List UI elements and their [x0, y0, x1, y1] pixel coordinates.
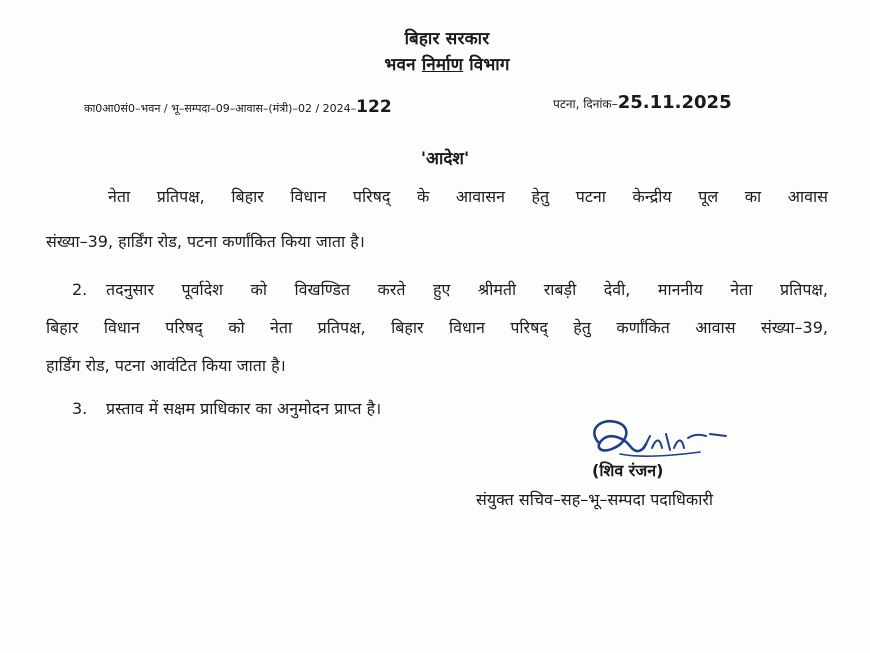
- reference-serial: 122: [356, 97, 392, 117]
- signatory-name: (शिव रंजन): [592, 461, 664, 480]
- reference-prefix: का0आ0सं0–भवन / भू–सम्पदा–09–आवास–(मंत्री)–02 / 2024–: [84, 102, 357, 115]
- reference-number: [84, 97, 392, 117]
- paragraph-1-line-2: संख्या–39, हार्डिंग रोड, पटना कर्णांकित किया जाता है।: [46, 232, 365, 251]
- signatory-designation: संयुक्त सचिव–सह–भू–सम्पदा पदाधिकारी: [476, 490, 714, 509]
- paragraph-3-line-1: 3. प्रस्ताव में सक्षम प्राधिकार का अनुमोदन प्राप्त है।: [72, 393, 381, 425]
- paragraph-2-number: 2.: [72, 280, 88, 299]
- paragraph-2-line-2: बिहार विधान परिषद् को नेता प्रतिपक्ष, बिहार विधान परिषद् हेतु कर्णांकित आवास संख्या–39,: [46, 318, 828, 337]
- paragraph-1-line-1: नेता प्रतिपक्ष, बिहार विधान परिषद् के आवासन हेतु पटना केन्द्रीय पूल का आवास: [108, 187, 828, 206]
- paragraph-3-number: 3.: [72, 399, 88, 418]
- department-header-government: बिहार सरकार: [404, 29, 490, 49]
- order-title: 'आदेश': [420, 149, 470, 169]
- date-value: 25.11.2025: [617, 92, 732, 113]
- date-label: पटना, दिनांक–: [553, 97, 618, 111]
- paragraph-2-line-1: 2. तदनुसार पूर्वादेश को विखण्डित करते हुए श्रीमती राबड़ी देवी, माननीय नेता प्रतिपक्ष,: [72, 274, 828, 306]
- paragraph-2-line-3: हार्डिंग रोड, पटना आवंटित किया जाता है।: [46, 356, 286, 375]
- department-header-name: भवन निर्माण विभाग: [384, 55, 510, 75]
- issue-date: [553, 92, 732, 113]
